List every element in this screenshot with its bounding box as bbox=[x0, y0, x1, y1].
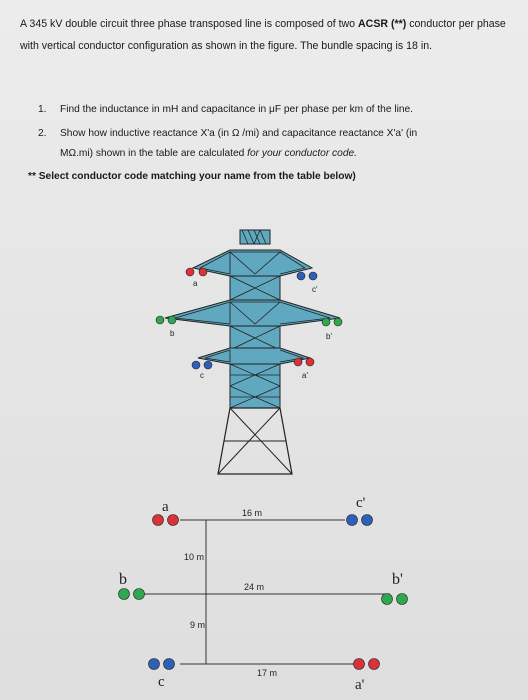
dimension-upper-vertical: 10 m bbox=[184, 552, 205, 562]
label-c: c bbox=[158, 674, 165, 690]
label-c-prime: c' bbox=[356, 495, 366, 511]
label-b: b bbox=[119, 571, 127, 588]
conductor-a-prime bbox=[354, 659, 380, 670]
dimension-middle-span: 24 m bbox=[244, 582, 265, 592]
conductor-b bbox=[119, 589, 145, 600]
tower-conductor-c bbox=[192, 361, 212, 369]
tower-label-c-prime: c' bbox=[312, 285, 318, 294]
conductor-c-prime bbox=[347, 515, 373, 526]
conductor-code: ACSR (**) bbox=[358, 18, 407, 30]
conductor-a bbox=[153, 515, 179, 526]
tower-label-b: b bbox=[170, 329, 175, 338]
intro-text-1: A 345 kV double circuit three phase transposed line is composed of two bbox=[20, 18, 359, 30]
dimension-bottom-span: 17 m bbox=[257, 668, 278, 678]
question-number: 1. bbox=[38, 104, 47, 115]
tower-label-a-prime: a' bbox=[302, 371, 308, 380]
selection-note: ** Select conductor code matching your name from the table below) bbox=[28, 171, 356, 182]
lower-crossarm bbox=[198, 348, 310, 364]
label-a-prime: a' bbox=[355, 677, 365, 693]
tower-label-c: c bbox=[200, 371, 204, 380]
conductor-c bbox=[149, 659, 175, 670]
question-text-italic: for your conductor code. bbox=[247, 148, 357, 159]
tower-conductor-b bbox=[156, 316, 176, 324]
label-a: a bbox=[162, 499, 169, 515]
question-number: 2. bbox=[38, 128, 47, 139]
tower-body-lattice bbox=[230, 364, 280, 408]
tower-label-b-prime: b' bbox=[326, 332, 332, 341]
label-b-prime: b' bbox=[392, 571, 403, 588]
dimension-lines bbox=[140, 520, 390, 664]
tower-conductor-c-prime bbox=[297, 272, 317, 280]
intro-text-2: conductor per phase with vertical conductor configuration as shown in the figure. The bundle spacing is 18 in. bbox=[20, 18, 506, 52]
tower-label-a: a bbox=[193, 279, 198, 288]
dimension-top-span: 16 m bbox=[242, 508, 263, 518]
conductor-b-prime bbox=[382, 594, 408, 605]
transmission-tower bbox=[165, 230, 340, 474]
dimension-lower-vertical: 9 m bbox=[190, 620, 206, 630]
question-text: Find the inductance in mH and capacitance in μF per phase per km of the line. bbox=[60, 104, 414, 115]
question-text-cont: MΩ.mi) shown in the table are calculated bbox=[60, 148, 248, 159]
question-text: Show how inductive reactance X'a (in Ω /mi) and capacitance reactance X'a' (in bbox=[60, 128, 418, 139]
